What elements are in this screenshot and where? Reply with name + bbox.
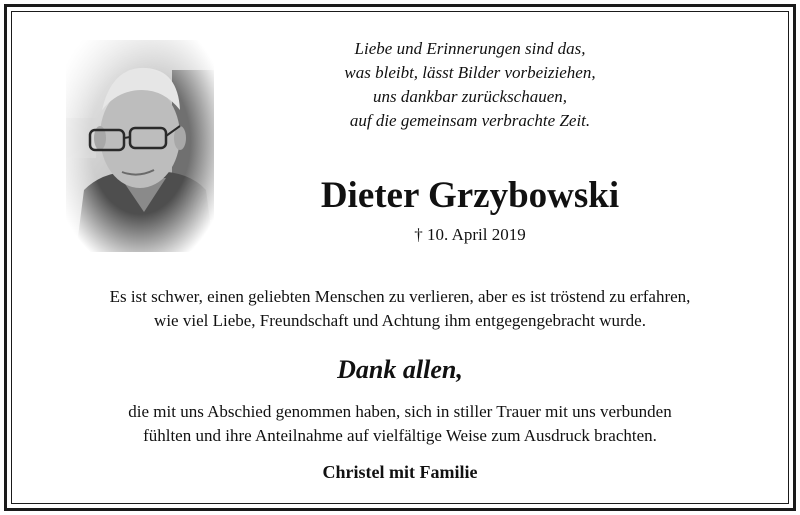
signature: Christel mit Familie [322, 462, 478, 482]
portrait-photo [66, 40, 214, 252]
poem-line: auf die gemeinsam verbrachte Zeit. [349, 111, 591, 130]
thanks-paragraph [20, 400, 780, 448]
thanks-heading: Dank allen, [337, 355, 463, 384]
message-line: Es ist schwer, einen geliebten Menschen zu verlieren, aber es ist tröstend zu erfahren, [109, 287, 691, 306]
message-line: wie viel Liebe, Freundschaft und Achtung ihm entgegengebracht wurde. [154, 311, 646, 330]
poem-line: Liebe und Erinnerungen sind das, [354, 39, 586, 58]
death-date: † 10. April 2019 [414, 225, 526, 244]
portrait-image [66, 40, 214, 252]
thanks-line: die mit uns Abschied genommen haben, sich in stiller Trauer mit uns verbunden [128, 402, 672, 421]
deceased-name: Dieter Grzybowski [320, 175, 620, 216]
memorial-poem [300, 37, 640, 133]
message-paragraph [20, 285, 780, 333]
poem-line: was bleibt, lässt Bilder vorbeiziehen, [344, 63, 596, 82]
thanks-line: fühlten und ihre Anteilnahme auf vielfältige Weise zum Ausdruck brachten. [143, 426, 657, 445]
poem-line: uns dankbar zurückschauen, [372, 87, 568, 106]
